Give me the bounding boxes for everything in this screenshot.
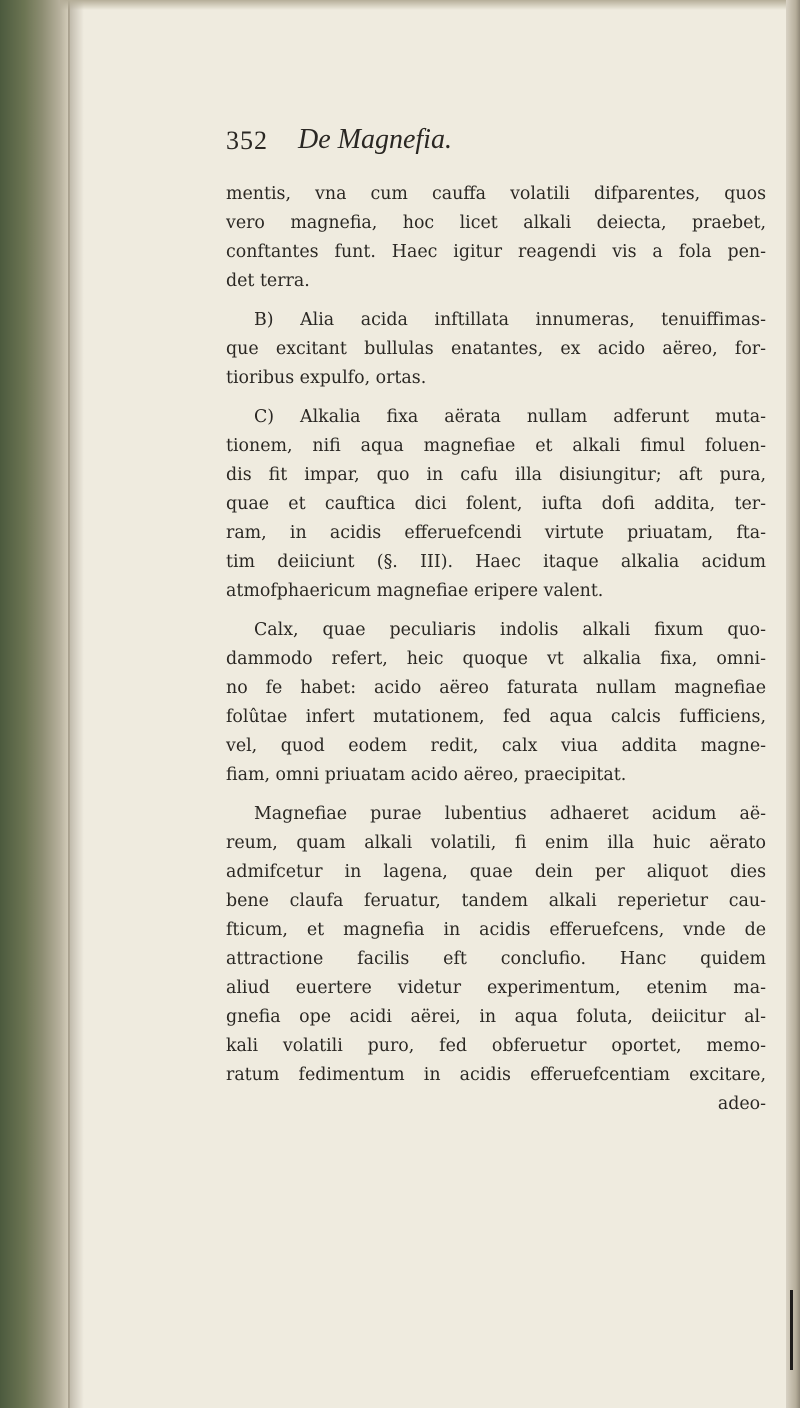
text-line: Calx, quae peculiaris indolis alkali fixum quo- — [254, 620, 766, 640]
page-number: 352 — [226, 126, 268, 155]
text-line: kali volatili puro, fed obferuetur oportet, memo- — [226, 1036, 766, 1056]
text-line: B) Alia acida inftillata innumeras, tenuiffimas- — [254, 310, 766, 330]
page-gutter-shadow — [68, 0, 84, 1408]
text-line: ram, in acidis efferuefcendi virtute priuatam, fta- — [226, 523, 766, 543]
body-text — [226, 180, 766, 1119]
text-line: vel, quod eodem redit, calx viua addita magne- — [226, 736, 766, 756]
text-line: Magnefiae purae lubentius adhaeret acidum aë- — [254, 804, 766, 824]
text-line: folûtae infert mutationem, fed aqua calcis fufficiens, — [226, 707, 766, 727]
text-line: gnefia ope acidi aërei, in aqua foluta, deiicitur al- — [226, 1007, 766, 1027]
text-line: conftantes funt. Haec igitur reagendi vis a fola pen- — [226, 242, 766, 262]
catchword: adeo- — [717, 1094, 766, 1114]
book-binding — [0, 0, 70, 1408]
running-title: De Magnefia. — [298, 124, 452, 155]
text-line: no fe habet: acido aëreo faturata nullam magnefiae — [226, 678, 766, 698]
text-line: fticum, et magnefia in acidis efferuefcens, vnde de — [226, 920, 766, 940]
text-line: tioribus expulfo, ortas. — [226, 368, 427, 388]
text-line: det terra. — [226, 271, 310, 291]
text-line: bene claufa feruatur, tandem alkali reperietur cau- — [226, 891, 766, 911]
text-line: reum, quam alkali volatili, fi enim illa huic aërato — [226, 833, 766, 853]
text-line: attractione facilis eft conclufio. Hanc quidem — [226, 949, 766, 969]
text-line: dis fit impar, quo in cafu illa disiungitur; aft pura, — [226, 465, 766, 485]
text-line: mentis, vna cum cauffa volatili difparentes, quos — [226, 184, 766, 204]
text-line: vero magnefia, hoc licet alkali deiecta, praebet, — [226, 213, 766, 233]
text-line: atmofphaericum magnefiae eripere valent. — [226, 581, 604, 601]
page-right-edge — [786, 0, 800, 1408]
margin-mark — [790, 1290, 793, 1370]
page-header — [226, 124, 766, 164]
text-line: C) Alkalia fixa aërata nullam adferunt muta- — [254, 407, 766, 427]
text-line: admifcetur in lagena, quae dein per aliquot dies — [226, 862, 766, 882]
text-line: fiam, omni priuatam acido aëreo, praecipitat. — [226, 765, 627, 785]
text-line: tim deiiciunt (§. III). Haec itaque alkalia acidum — [226, 552, 766, 572]
page-top-edge — [60, 0, 800, 10]
text-line: ratum fedimentum in acidis efferuefcentiam excitare, — [226, 1065, 766, 1085]
text-line: quae et cauftica dici folent, iufta dofi addita, ter- — [226, 494, 766, 514]
text-line: dammodo refert, heic quoque vt alkalia fixa, omni- — [226, 649, 766, 669]
text-line: tionem, nifi aqua magnefiae et alkali fimul foluen- — [226, 436, 766, 456]
text-line: que excitant bullulas enatantes, ex acido aëreo, for- — [226, 339, 766, 359]
text-line: aliud euertere videtur experimentum, etenim ma- — [226, 978, 766, 998]
